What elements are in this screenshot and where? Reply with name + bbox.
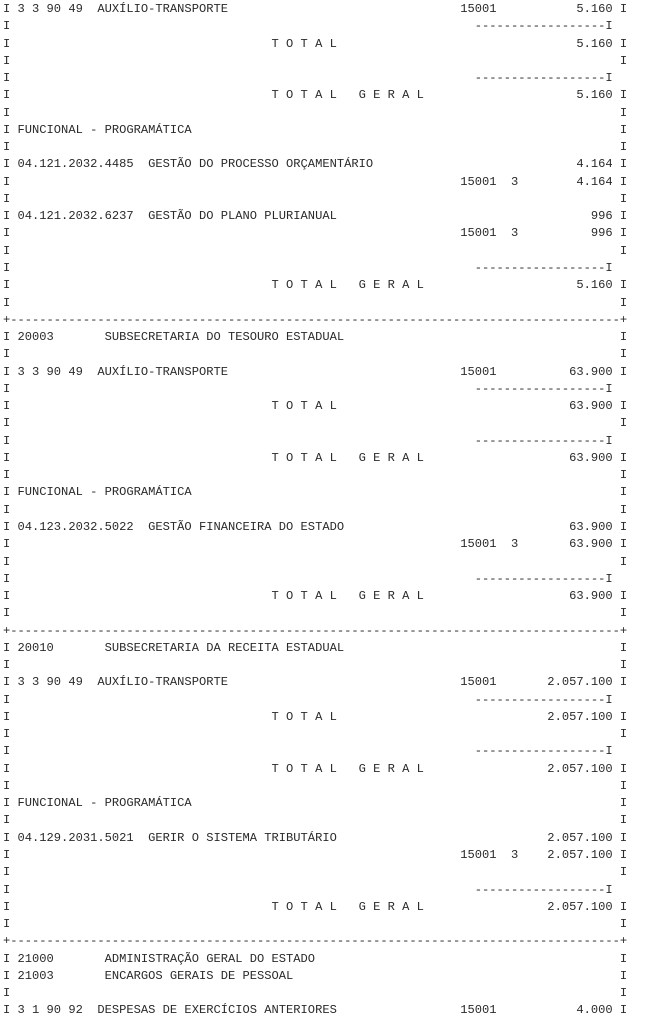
report-line: I ------------------I bbox=[3, 692, 613, 707]
report-line: I 04.123.2032.5022 GESTÃO FINANCEIRA DO ESTADO 63.900 I bbox=[3, 519, 628, 534]
report-line: +------------------------------------------------------------------------------------+ bbox=[3, 934, 628, 949]
report-line: I 15001 3 63.900 I bbox=[3, 537, 628, 552]
report-line: I I bbox=[3, 813, 628, 828]
report-line: I I bbox=[3, 727, 628, 742]
report-line: I ------------------I bbox=[3, 381, 613, 396]
report-line: I I bbox=[3, 243, 628, 258]
report-line: I 04.129.2031.5021 GERIR O SISTEMA TRIBUTÁRIO 2.057.100 I bbox=[3, 830, 628, 845]
report-line: I I bbox=[3, 986, 628, 1001]
report-line: I FUNCIONAL - PROGRAMÁTICA I bbox=[3, 485, 628, 500]
report-line: I I bbox=[3, 53, 628, 68]
report-line: I 15001 3 4.164 I bbox=[3, 174, 628, 189]
report-line: I ------------------I bbox=[3, 744, 613, 759]
report-line: I I bbox=[3, 865, 628, 880]
report-line: I ------------------I bbox=[3, 260, 613, 275]
report-line: I I bbox=[3, 140, 628, 155]
report-line: I ------------------I bbox=[3, 19, 613, 34]
report-line: I 04.121.2032.6237 GESTÃO DO PLANO PLURIANUAL 996 I bbox=[3, 209, 628, 224]
report-line: I T O T A L 2.057.100 I bbox=[3, 709, 628, 724]
report-line: I 3 1 90 92 DESPESAS DE EXERCÍCIOS ANTERIORES 15001 4.000 I bbox=[3, 1003, 628, 1018]
report-line: I I bbox=[3, 347, 628, 362]
report-line: I 21000 ADMINISTRAÇÃO GERAL DO ESTADO I bbox=[3, 951, 628, 966]
report-line: I T O T A L 5.160 I bbox=[3, 36, 628, 51]
report-line: +------------------------------------------------------------------------------------+ bbox=[3, 312, 628, 327]
report-line: I T O T A L G E R A L 5.160 I bbox=[3, 278, 628, 293]
report-line: I 3 3 90 49 AUXÍLIO-TRANSPORTE 15001 2.057.100 I bbox=[3, 675, 628, 690]
report-line: I 21003 ENCARGOS GERAIS DE PESSOAL I bbox=[3, 968, 628, 983]
report-line: I 04.121.2032.4485 GESTÃO DO PROCESSO ORÇAMENTÁRIO 4.164 I bbox=[3, 157, 628, 172]
report-line: I 15001 3 2.057.100 I bbox=[3, 848, 628, 863]
report-line: I I bbox=[3, 416, 628, 431]
report-line: I ------------------I bbox=[3, 433, 613, 448]
report-line: I 3 3 90 49 AUXÍLIO-TRANSPORTE 15001 5.160 I bbox=[3, 2, 628, 16]
report-line: I T O T A L G E R A L 2.057.100 I bbox=[3, 761, 628, 776]
report-line: I FUNCIONAL - PROGRAMÁTICA I bbox=[3, 122, 628, 137]
report-line: I I bbox=[3, 468, 628, 483]
report-line: I I bbox=[3, 658, 628, 673]
report-line: I FUNCIONAL - PROGRAMÁTICA I bbox=[3, 796, 628, 811]
report-line: I I bbox=[3, 606, 628, 621]
report-line: I ------------------I bbox=[3, 71, 613, 86]
report-line: I T O T A L G E R A L 63.900 I bbox=[3, 589, 628, 604]
report-line: +------------------------------------------------------------------------------------+ bbox=[3, 623, 628, 638]
report-line: I 15001 3 996 I bbox=[3, 226, 628, 241]
report-line: I T O T A L 63.900 I bbox=[3, 399, 628, 414]
report-line: I I bbox=[3, 105, 628, 120]
report-line: I 20010 SUBSECRETARIA DA RECEITA ESTADUAL I bbox=[3, 640, 628, 655]
report-line: I 20003 SUBSECRETARIA DO TESOURO ESTADUAL I bbox=[3, 330, 628, 345]
report-line: I I bbox=[3, 502, 628, 517]
report-line: I ------------------I bbox=[3, 882, 613, 897]
report-line: I T O T A L G E R A L 63.900 I bbox=[3, 450, 628, 465]
report-line: I I bbox=[3, 778, 628, 793]
report-line: I ------------------I bbox=[3, 571, 613, 586]
report-line: I I bbox=[3, 295, 628, 310]
report-line: I T O T A L G E R A L 2.057.100 I bbox=[3, 899, 628, 914]
report-line: I I bbox=[3, 191, 628, 206]
report-line: I 3 3 90 49 AUXÍLIO-TRANSPORTE 15001 63.900 I bbox=[3, 364, 628, 379]
report-line: I I bbox=[3, 917, 628, 932]
report-line: I I bbox=[3, 554, 628, 569]
report-line: I T O T A L G E R A L 5.160 I bbox=[3, 88, 628, 103]
